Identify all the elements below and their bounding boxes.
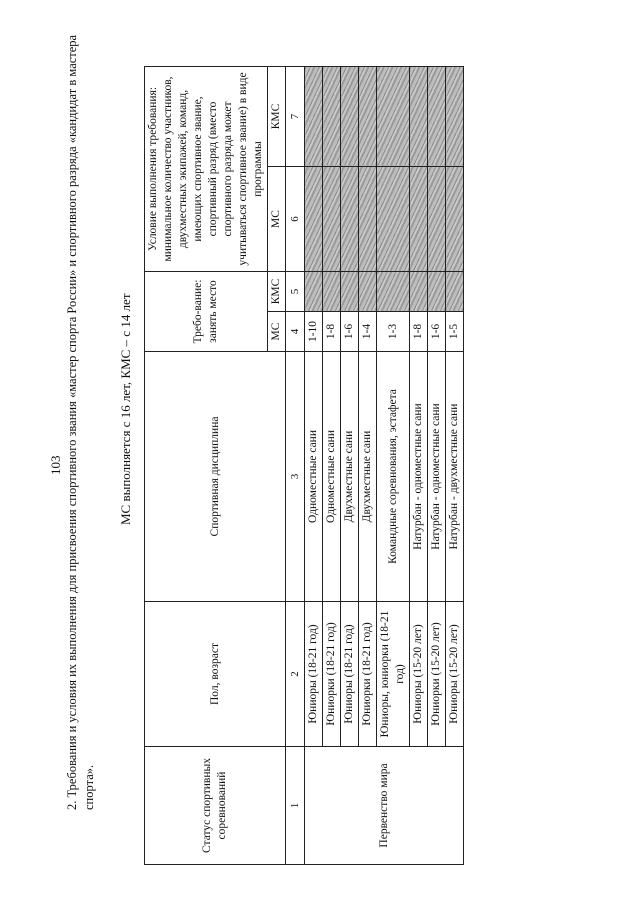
shaded-cell (323, 66, 341, 166)
shaded-cell (359, 272, 377, 312)
status-cell: Первенство мира (305, 747, 464, 865)
table-row (305, 66, 323, 864)
col-num: 2 (286, 602, 305, 747)
header-gender-age: Пол, возраст (145, 602, 286, 747)
discipline-cell: Двухместные сани (359, 352, 377, 602)
shaded-cell (446, 272, 464, 312)
sub-ms-condition: МС (268, 167, 286, 272)
sub-kms: КМС (268, 272, 286, 312)
ms-place-cell: 1-8 (410, 312, 428, 352)
shaded-cell (323, 167, 341, 272)
discipline-cell: Натурбан - одноместные сани (410, 352, 428, 602)
shaded-cell (428, 167, 446, 272)
requirements-table (144, 66, 464, 865)
discipline-cell: Одноместные сани (305, 352, 323, 602)
ms-place-cell: 1-3 (377, 312, 410, 352)
col-num: 1 (286, 747, 305, 865)
sub-kms-condition: КМС (268, 66, 286, 166)
shaded-cell (341, 66, 359, 166)
discipline-cell: Натурбан - двухместные сани (446, 352, 464, 602)
gender-cell: Юниорки (18-21 год) (323, 602, 341, 747)
discipline-cell: Натурбан - одноместные сани (428, 352, 446, 602)
shaded-cell (323, 272, 341, 312)
header-requirement: Требо-вание: занять место (145, 272, 268, 352)
gender-cell: Юниорки (15-20 лет) (428, 602, 446, 747)
shaded-cell (428, 272, 446, 312)
table-row (410, 66, 428, 864)
age-note: МС выполняется с 16 лет, КМС – с 14 лет (118, 293, 133, 525)
discipline-cell: Двухместные сани (341, 352, 359, 602)
shaded-cell (410, 167, 428, 272)
shaded-cell (410, 272, 428, 312)
shaded-cell (341, 272, 359, 312)
header-status: Статус спортивных соревнований (145, 747, 286, 865)
column-number-row (286, 66, 305, 864)
shaded-cell (377, 272, 410, 312)
gender-cell: Юниоры (18-21 год) (305, 602, 323, 747)
header-discipline: Спортивная дисциплина (145, 352, 286, 602)
shaded-cell (410, 66, 428, 166)
shaded-cell (305, 272, 323, 312)
table-row (341, 66, 359, 864)
discipline-cell: Командные соревнования, эстафета (377, 352, 410, 602)
table-row (428, 66, 446, 864)
shaded-cell (428, 66, 446, 166)
table-row (359, 66, 377, 864)
ms-place-cell: 1-5 (446, 312, 464, 352)
col-num: 6 (286, 167, 305, 272)
col-num: 4 (286, 312, 305, 352)
discipline-cell: Одноместные сани (323, 352, 341, 602)
sub-ms: МС (268, 312, 286, 352)
shaded-cell (359, 66, 377, 166)
ms-place-cell: 1-8 (323, 312, 341, 352)
shaded-cell (377, 167, 410, 272)
gender-cell: Юниоры (15-20 лет) (410, 602, 428, 747)
table-row (377, 66, 410, 864)
shaded-cell (305, 66, 323, 166)
col-num: 3 (286, 352, 305, 602)
col-num: 5 (286, 272, 305, 312)
shaded-cell (359, 167, 377, 272)
ms-place-cell: 1-6 (341, 312, 359, 352)
gender-cell: Юниоры (15-20 лет) (446, 602, 464, 747)
shaded-cell (377, 66, 410, 166)
ms-place-cell: 1-6 (428, 312, 446, 352)
gender-cell: Юниоры (18-21 год) (341, 602, 359, 747)
shaded-cell (446, 66, 464, 166)
ms-place-cell: 1-10 (305, 312, 323, 352)
ms-place-cell: 1-4 (359, 312, 377, 352)
table-row (446, 66, 464, 864)
header-condition: Условие выполнения требования: минимальное количество участников, двухместных экипажей, команд, имеющих спортивное звание, спортивный разряд (вместо спортивного разряда может учитываться спортивное звание) в виде программы (145, 66, 268, 271)
header-row (145, 66, 268, 864)
table-row (323, 66, 341, 864)
gender-cell: Юниоры, юниорки (18-21 год) (377, 602, 410, 747)
shaded-cell (341, 167, 359, 272)
shaded-cell (446, 167, 464, 272)
page-number: 103 (48, 455, 63, 475)
gender-cell: Юниорки (18-21 год) (359, 602, 377, 747)
col-num: 7 (286, 66, 305, 166)
section-heading: 2. Требования и условия их выполнения для присвоения спортивного звания «мастер спорта России» и спортивного разряда «кандидат в мастера спорта». (65, 34, 96, 810)
shaded-cell (305, 167, 323, 272)
